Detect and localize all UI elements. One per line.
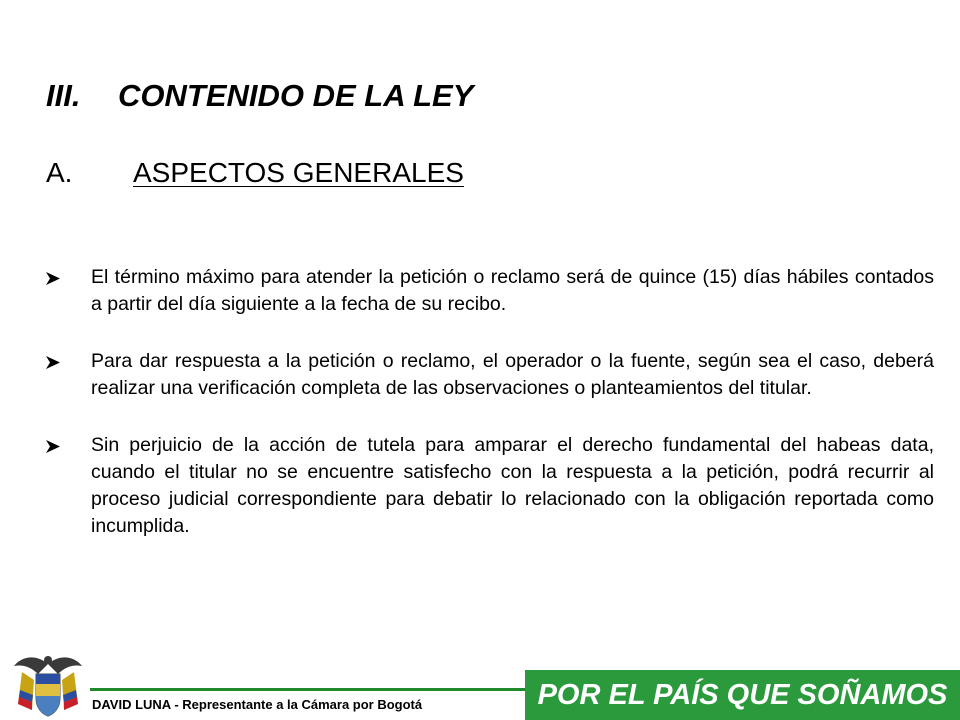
bullet-item (46, 348, 934, 402)
section-heading (46, 78, 473, 114)
section-title: CONTENIDO DE LA LEY (118, 78, 474, 113)
subsection-heading (46, 157, 464, 189)
footer-credit: DAVID LUNA - Representante a la Cámara por Bogotá (92, 697, 423, 712)
arrow-bullet-icon (46, 356, 60, 369)
bullet-text: Sin perjuicio de la acción de tutela para amparar el derecho fundamental del habeas data, cuando el titular no se encuentre satisfecho con la respuesta a la petición, podrá recurrir al proceso judicial correspondiente para debatir lo relacionado con la obligación reportada como incumplida. (91, 434, 934, 537)
arrow-bullet-icon (46, 440, 60, 453)
subsection-title: ASPECTOS GENERALES (133, 157, 464, 188)
arrow-bullet-icon (46, 272, 60, 285)
bullet-text: Para dar respuesta a la petición o reclamo, el operador o la fuente, según sea el caso, deberá realizar una verificación completa de las observaciones o planteamientos del titular. (91, 350, 934, 399)
section-number: III. (46, 78, 81, 113)
subsection-letter: A. (46, 157, 73, 188)
footer-divider (90, 688, 540, 691)
slogan-text: POR EL PAÍS QUE SOÑAMOS (537, 679, 948, 711)
bullet-item (46, 432, 934, 540)
coat-of-arms-icon (8, 650, 88, 720)
bullet-list (46, 264, 934, 570)
bullet-text: El término máximo para atender la petición o reclamo será de quince (15) días hábiles contados a partir del día siguiente a la fecha de su recibo. (91, 266, 934, 315)
bullet-item (46, 264, 934, 318)
slogan-banner (525, 670, 960, 720)
